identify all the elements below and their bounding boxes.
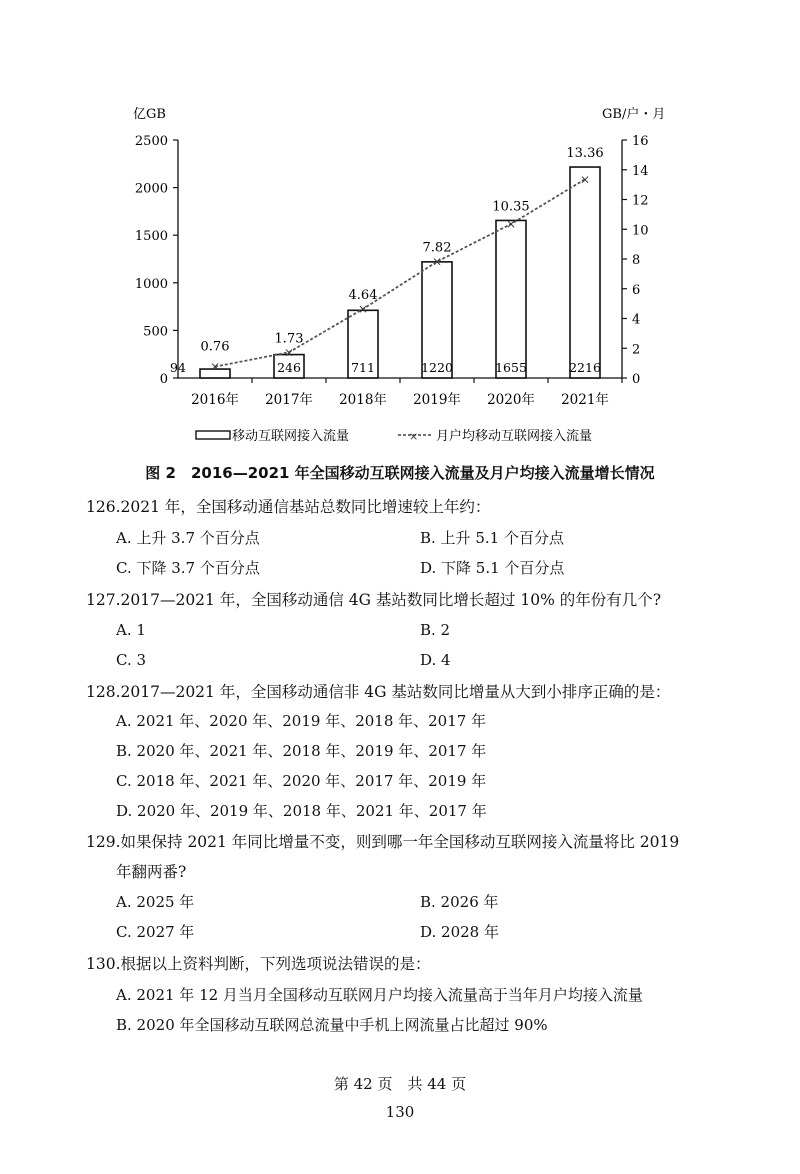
figure-caption: 图 2 2016—2021 年全国移动互联网接入流量及月户均接入流量增长情况	[145, 464, 655, 482]
question-129: 129.如果保持 2021 年同比增量不变，则到哪一年全国移动互联网接入流量将比 2019	[86, 833, 680, 851]
question-130: 130.根据以上资料判断，下列选项说法错误的是：	[86, 955, 431, 973]
line-value-label: 4.64	[348, 287, 378, 303]
left-tick-label: 0	[159, 372, 168, 387]
right-tick-label: 10	[632, 223, 649, 239]
q128-option-c[interactable]: C. 2018 年、2021 年、2020 年、2017 年、2019 年	[116, 772, 487, 790]
x-tick-label: 2018年	[339, 392, 387, 408]
x-tick-label: 2017年	[265, 392, 313, 408]
q129-option-d[interactable]: D. 2028 年	[420, 923, 499, 941]
q129-option-b[interactable]: B. 2026 年	[420, 893, 499, 911]
line-point: ×	[283, 345, 295, 360]
right-tick-label: 8	[632, 253, 641, 268]
bar-value-label: 1655	[495, 360, 527, 375]
left-axis-unit: 亿GB	[133, 107, 166, 122]
q128-option-a[interactable]: A. 2021 年、2020 年、2019 年、2018 年、2017 年	[116, 712, 487, 730]
right-tick-label: 16	[632, 134, 649, 149]
bar-value-label: 94	[170, 360, 186, 375]
q126-option-a[interactable]: A. 上升 3.7 个百分点	[116, 529, 260, 547]
line-value-label: 13.36	[566, 146, 604, 162]
right-tick-label: 4	[632, 312, 641, 328]
question-127: 127.2017—2021 年，全国移动通信 4G 基站数同比增长超过 10% 的年份有几个?	[86, 591, 662, 609]
legend-line-label: 月户均移动互联网接入流量	[436, 429, 593, 444]
q128-option-d[interactable]: D. 2020 年、2019 年、2018 年、2021 年、2017 年	[116, 802, 487, 820]
x-tick-label: 2021年	[561, 392, 609, 408]
q129-option-c[interactable]: C. 2027 年	[116, 923, 195, 941]
right-axis-unit: GB/户・月	[602, 107, 666, 122]
q127-option-b[interactable]: B. 2	[420, 621, 451, 639]
q127-option-c[interactable]: C. 3	[116, 651, 147, 669]
line-point: ×	[579, 172, 591, 187]
line-point: ×	[357, 301, 369, 316]
line-series	[201, 146, 604, 374]
traffic-chart	[0, 0, 800, 460]
line-point: ×	[209, 359, 221, 374]
legend-line-marker: ×	[409, 430, 419, 443]
page-number: 130	[385, 1103, 415, 1121]
line-value-label: 10.35	[492, 199, 530, 215]
question-128: 128.2017—2021 年，全国移动通信非 4G 基站数同比增量从大到小排序正确的是：	[86, 683, 671, 701]
line-point: ×	[431, 254, 443, 269]
right-tick-label: 14	[632, 163, 649, 179]
left-tick-label: 2000	[134, 181, 168, 197]
bar-value-label: 2216	[569, 360, 601, 375]
line-point: ×	[505, 217, 517, 232]
bar-value-label: 711	[351, 360, 375, 375]
right-tick-label: 2	[632, 342, 641, 358]
x-tick-label: 2019年	[413, 392, 461, 408]
x-tick-label: 2016年	[191, 392, 239, 408]
bar-value-label: 246	[277, 360, 301, 375]
q127-option-a[interactable]: A. 1	[116, 621, 146, 639]
question-129-continued: 年翻两番?	[116, 863, 187, 881]
right-tick-label: 0	[632, 372, 641, 387]
left-tick-label: 1500	[134, 229, 168, 245]
bar-value-label: 1220	[421, 360, 453, 375]
question-126: 126.2021 年，全国移动通信基站总数同比增速较上年约：	[86, 498, 491, 516]
q126-option-c[interactable]: C. 下降 3.7 个百分点	[116, 559, 260, 577]
left-tick-label: 500	[143, 324, 168, 340]
left-tick-label: 1000	[134, 276, 168, 292]
line-value-label: 7.82	[422, 240, 452, 256]
q129-option-a[interactable]: A. 2025 年	[116, 893, 195, 911]
bar-series	[170, 167, 601, 378]
chart-legend	[196, 428, 592, 444]
q130-option-b[interactable]: B. 2020 年全国移动互联网总流量中手机上网流量占比超过 90%	[116, 1016, 548, 1034]
right-tick-label: 6	[632, 282, 641, 298]
q127-option-d[interactable]: D. 4	[420, 651, 451, 669]
x-tick-label: 2020年	[487, 392, 535, 408]
q126-option-d[interactable]: D. 下降 5.1 个百分点	[420, 559, 565, 577]
page-info: 第 42 页 共 44 页	[333, 1075, 467, 1093]
q126-option-b[interactable]: B. 上升 5.1 个百分点	[420, 529, 564, 547]
left-tick-label: 2500	[134, 134, 168, 149]
right-tick-label: 12	[632, 193, 649, 209]
legend-bar-label: 移动互联网接入流量	[232, 429, 350, 444]
bar	[570, 167, 600, 378]
legend-bar-swatch	[196, 431, 230, 439]
line-value-label: 1.73	[274, 331, 304, 347]
q128-option-b[interactable]: B. 2020 年、2021 年、2018 年、2019 年、2017 年	[116, 742, 487, 760]
q130-option-a[interactable]: A. 2021 年 12 月当月全国移动互联网月户均接入流量高于当年月户均接入流量	[116, 986, 643, 1004]
bar	[496, 220, 526, 378]
line-value-label: 0.76	[200, 339, 230, 355]
